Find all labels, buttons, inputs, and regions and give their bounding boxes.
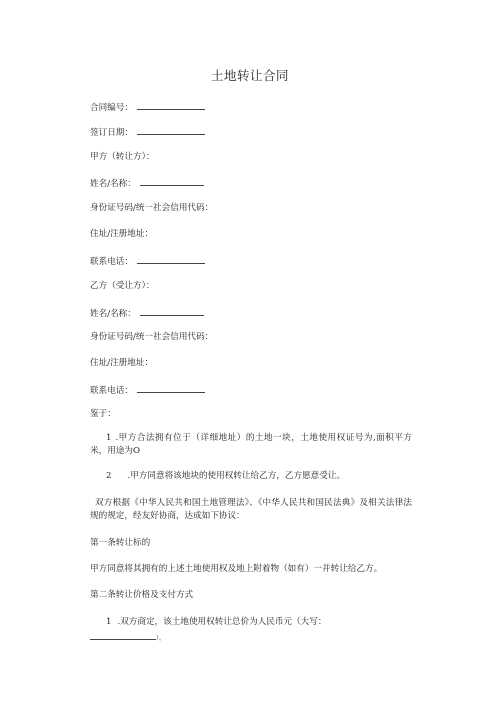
party-a-name-line	[90, 177, 204, 190]
party-a-name-blank[interactable]	[140, 177, 204, 186]
contract-number-blank[interactable]	[137, 101, 205, 110]
party-a-address-label: 住址/注册地址：	[90, 229, 154, 239]
whereas-item-1-text: .甲方合法拥有位于（详细地址）的土地一块，土地使用权证号为,面积平方米，用途为O	[90, 433, 412, 456]
sign-date-line	[90, 126, 205, 139]
whereas-item-2-text: .甲方同意将该地块的使用权转让给乙方，乙方愿意受让。	[127, 471, 346, 481]
whereas-item-2-number: 2	[106, 471, 112, 481]
article-2-item-1-number: 1	[106, 617, 112, 627]
party-a-name-label: 姓名/名称：	[90, 179, 136, 189]
article-2-item-1-text: .双方商定，该土地使用权转让总价为人民币元（大写：	[117, 617, 327, 627]
party-b-name-blank[interactable]	[140, 307, 204, 316]
party-a-header: 甲方（转让方）：	[90, 152, 155, 162]
party-b-name-line	[90, 307, 204, 320]
party-b-name-label: 姓名/名称：	[90, 309, 136, 319]
party-a-phone-blank[interactable]	[137, 255, 205, 264]
article-2-title: 第二条转让价格及支付方式	[90, 590, 194, 600]
party-b-id-label: 身份证号码/统一社会信用代码：	[90, 332, 214, 342]
document-title: 土地转让合同	[210, 68, 289, 83]
whereas-item-2	[90, 470, 412, 483]
article-2-item-1	[90, 616, 412, 629]
party-a-id-label: 身份证号码/统一社会信用代码：	[90, 203, 214, 213]
party-b-phone-blank[interactable]	[137, 384, 205, 393]
whereas-item-1	[90, 432, 412, 458]
party-b-header: 乙方（受让方）：	[90, 281, 155, 291]
party-a-phone-line	[90, 255, 205, 268]
whereas-item-1-number: 1	[106, 433, 112, 443]
party-b-phone-label: 联系电话：	[90, 386, 133, 396]
article-1-title: 第一条转让标的	[90, 538, 151, 548]
article-2-item-1-continuation	[90, 631, 165, 644]
sign-date-blank[interactable]	[137, 126, 205, 135]
price-capital-close: ）。	[156, 635, 166, 642]
contract-number-label: 合同编号：	[90, 103, 133, 113]
contract-number-line	[90, 101, 205, 114]
price-capital-blank[interactable]	[90, 631, 156, 640]
whereas-label: 鉴于：	[90, 409, 116, 419]
agreement-paragraph: 双方根据《中华人民共和国土地管理法》、《中华人民共和国民法典》及相关法律法规的规定，经友好协商，达成如下协议：	[90, 498, 412, 521]
party-b-address-label: 住址/注册地址：	[90, 358, 154, 368]
sign-date-label: 签订日期：	[90, 128, 133, 138]
party-a-phone-label: 联系电话：	[90, 257, 133, 267]
article-1-text: 甲方同意将其拥有的上述土地使用权及地上附着物（如有）一并转让给乙方。	[90, 564, 383, 574]
party-b-phone-line	[90, 384, 205, 397]
